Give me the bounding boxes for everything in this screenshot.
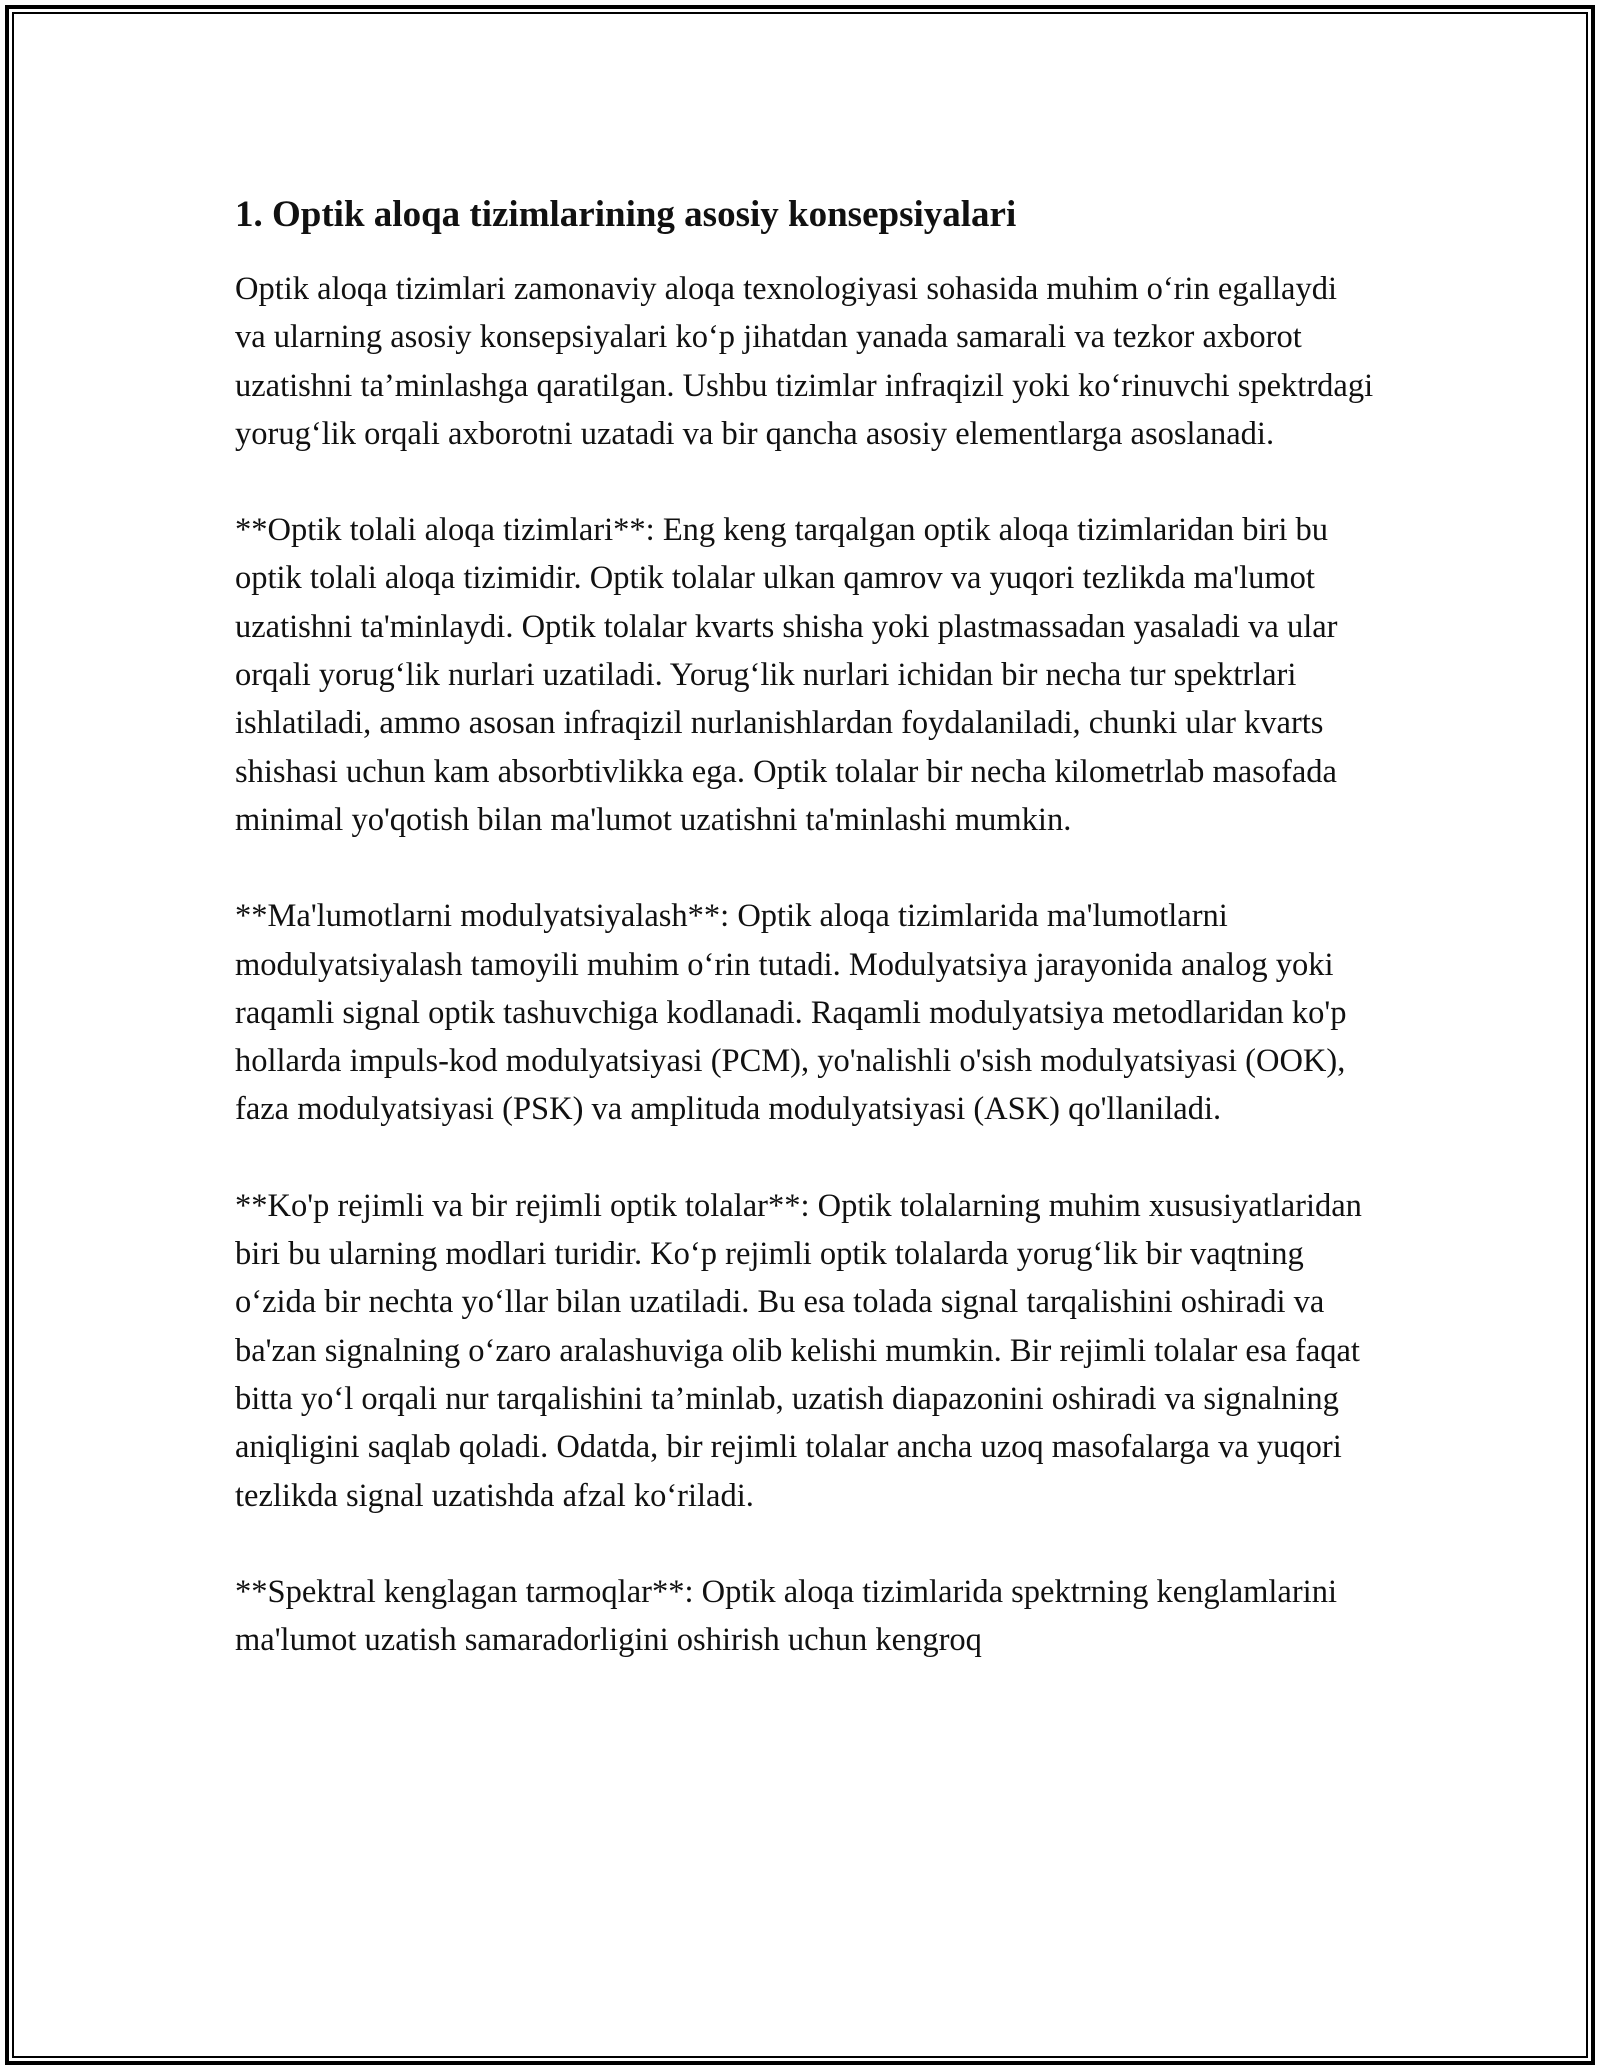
paragraph-intro: Optik aloqa tizimlari zamonaviy aloqa texnologiyasi sohasida muhim o‘rin egallaydi va ularning asosiy konsepsiyalari ko‘p jihatdan yanada samarali va tezkor axborot uzatishni ta’minlashga qaratilgan. Ushbu tizimlar infraqizil yoki ko‘rinuvchi spektrdagi yorug‘lik orqali axborotni uzatadi va bir qancha asosiy elementlarga asoslanadi. [235, 271, 1374, 452]
document-body [235, 187, 1375, 1712]
paragraph-data-modulation: **Ma'lumotlarni modulyatsiyalash**: Optik aloqa tizimlarida ma'lumotlarni modulyatsiyalash tamoyili muhim o‘rin tutadi. Modulyatsiya jarayonida analog yoki raqamli signal optik tashuvchiga kodlanadi. Raqamli modulyatsiya metodlaridan ko'p hollarda impuls-kod modulyatsiyasi (PCM), yo'nalishli o'sish modulyatsiyasi (OOK), faza modulyatsiyasi (PSK) va amplituda modulyatsiyasi (ASK) qo'llaniladi. [235, 898, 1347, 1128]
section-heading: 1. Optik aloqa tizimlarining asosiy konsepsiyalari [235, 194, 1017, 235]
paragraph-optical-fiber-systems: **Optik tolali aloqa tizimlari**: Eng keng tarqalgan optik aloqa tizimlaridan biri bu optik tolali aloqa tizimidir. Optik tolalar ulkan qamrov va yuqori tezlikda ma'lumot uzatishni ta'minlaydi. Optik tolalar kvarts shisha yoki plastmassadan yasaladi va ular orqali yorug‘lik nurlari uzatiladi. Yorug‘lik nurlari ichidan bir necha tur spektrlari ishlatiladi, ammo asosan infraqizil nurlanishlardan foydalaniladi, chunki ular kvarts shishasi uchun kam absorbtivlikka ega. Optik tolalar bir necha kilometrlab masofada minimal yo'qotish bilan ma'lumot uzatishni ta'minlashi mumkin. [235, 512, 1338, 838]
paragraph-multimode-singlemode: **Ko'p rejimli va bir rejimli optik tolalar**: Optik tolalarning muhim xususiyatlaridan biri bu ularning modlari turidir. Ko‘p rejimli optik tolalarda yorug‘lik bir vaqtning o‘zida bir nechta yo‘llar bilan uzatiladi. Bu esa tolada signal tarqalishini oshiradi va ba'zan signalning o‘zaro aralashuviga olib kelishi mumkin. Bir rejimli tolalar esa faqat bitta yo‘l orqali nur tarqalishini ta’minlab, uzatish diapazonini oshiradi va signalning aniqligini saqlab qoladi. Odatda, bir rejimli tolalar ancha uzoq masofalarga va yuqori tezlikda signal uzatishda afzal ko‘riladi. [235, 1187, 1362, 1514]
paragraph-spectral-networks: **Spektral kenglagan tarmoqlar**: Optik aloqa tizimlarida spektrning kenglamlarini ma'lumot uzatish samaradorligini oshirish uchun kengroq [235, 1573, 1337, 1659]
